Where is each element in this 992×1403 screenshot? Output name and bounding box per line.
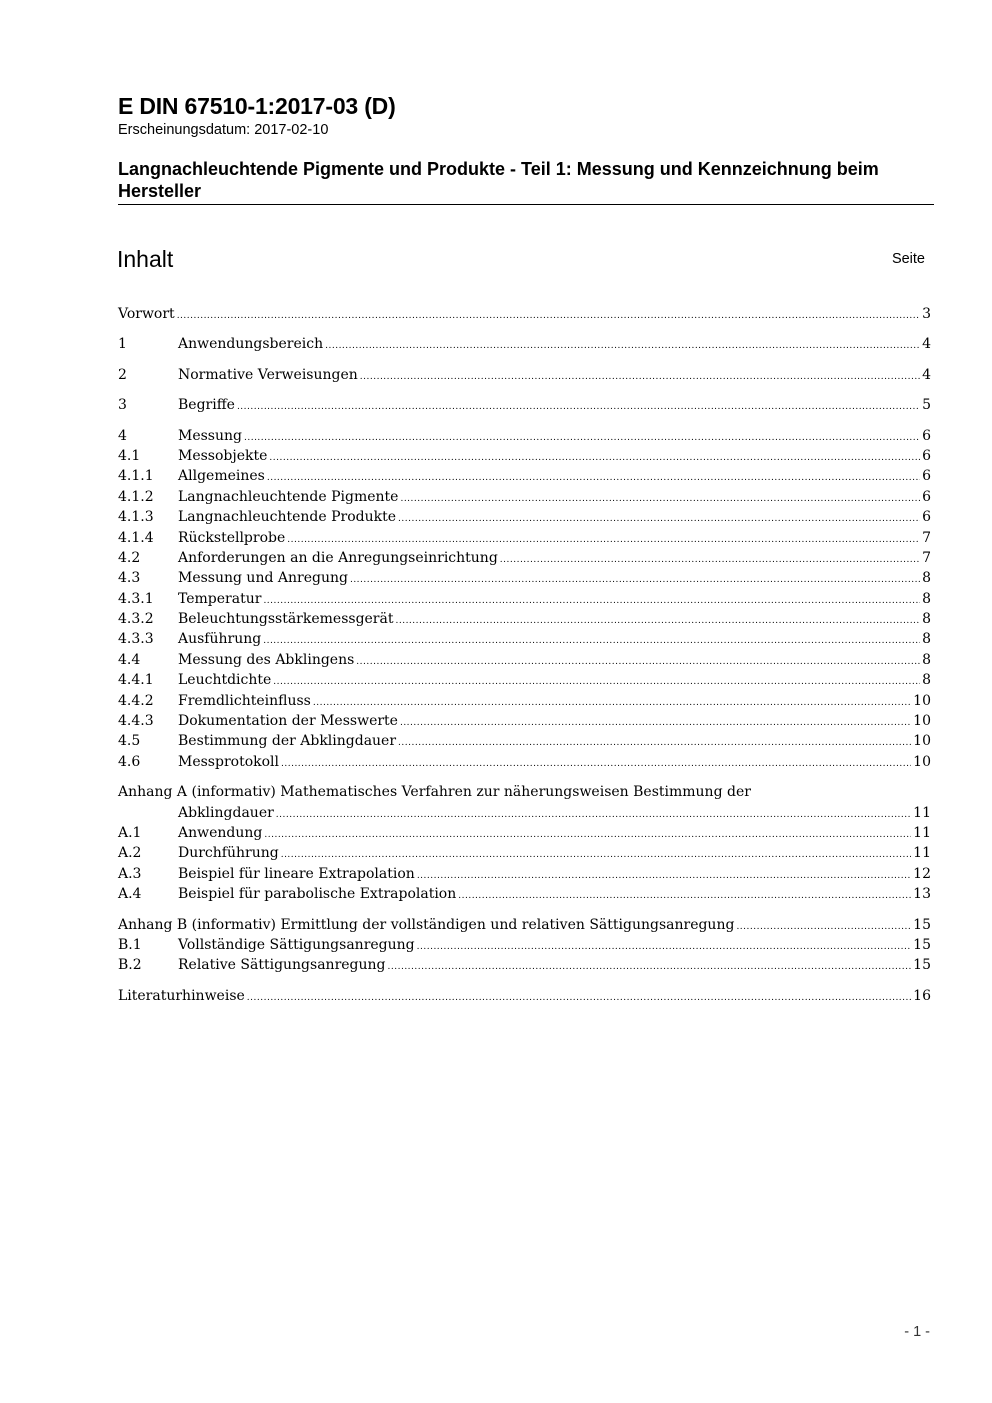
toc-entry[interactable] — [118, 304, 931, 324]
toc-entry-page: 6 — [922, 488, 931, 505]
toc-entry[interactable] — [118, 426, 931, 446]
toc-leader — [267, 466, 920, 488]
toc-entry-page: 8 — [922, 651, 931, 668]
page-number: - 1 - — [904, 1324, 930, 1340]
toc-entry-text: Relative Sättigungsanregung — [178, 957, 386, 974]
toc-entry[interactable] — [118, 334, 931, 354]
toc-entry-text: Literaturhinweise — [118, 987, 245, 1004]
toc-entry[interactable] — [118, 864, 931, 884]
toc-entry-number: 3 — [118, 397, 127, 414]
toc-entry[interactable] — [118, 589, 931, 609]
toc-leader — [281, 752, 911, 774]
toc-entry[interactable] — [118, 446, 931, 466]
toc-entry[interactable] — [118, 986, 931, 1006]
toc-entry-page: 7 — [922, 529, 931, 546]
toc-entry[interactable] — [118, 752, 931, 772]
toc-entry-text: Messung — [178, 427, 242, 444]
toc-entry-page: 10 — [913, 753, 931, 770]
toc-entry[interactable] — [118, 609, 931, 629]
toc-entry-page: 10 — [913, 692, 931, 709]
toc-entry-page: 12 — [913, 865, 931, 882]
toc-entry-text: Vollständige Sättigungsanregung — [178, 936, 415, 953]
toc-entry-text: Dokumentation der Messwerte — [178, 713, 398, 730]
toc-leader — [263, 589, 920, 611]
toc-entry-number: 4.3.2 — [118, 611, 154, 628]
toc-entry-number: 4.6 — [118, 753, 141, 770]
toc-entry-page: 6 — [922, 447, 931, 464]
toc-leader — [276, 803, 911, 825]
toc-entry[interactable] — [118, 935, 931, 955]
toc-leader — [325, 334, 920, 356]
toc-entry[interactable] — [118, 395, 931, 415]
toc-entry-text: Messung des Abklingens — [178, 651, 355, 668]
toc-entry-text: Beispiel für lineare Extrapolation — [178, 865, 415, 882]
toc-entry-page: 15 — [913, 936, 931, 953]
toc-entry-number: 4.2 — [118, 549, 141, 566]
toc-leader — [400, 711, 911, 733]
toc-leader — [247, 986, 911, 1008]
toc-entry[interactable] — [118, 711, 931, 731]
toc-entry-page: 15 — [913, 957, 931, 974]
toc-entry-page: 8 — [922, 611, 931, 628]
document-id: E DIN 67510-1:2017-03 (D) — [118, 93, 396, 119]
toc-entry-text: Ausführung — [178, 631, 262, 648]
toc-entry-text: Anhang A (informativ) Mathematisches Verfahren zur näherungsweisen Bestimmung der — [118, 784, 751, 801]
toc-entry-number: 4.4.2 — [118, 692, 154, 709]
toc-entry-text: Vorwort — [118, 306, 175, 322]
toc-entry-page: 8 — [922, 570, 931, 587]
toc-entry-annex-a[interactable] — [118, 782, 931, 802]
toc-leader — [269, 446, 920, 468]
toc-leader — [350, 568, 920, 590]
toc-entry-page: 7 — [922, 549, 931, 566]
toc-entry-page: 5 — [922, 397, 931, 414]
toc-entry-text: Temperatur — [178, 590, 262, 607]
toc-entry[interactable] — [118, 528, 931, 548]
toc-entry-text: Normative Verweisungen — [178, 366, 358, 383]
toc-entry-number: 4 — [118, 427, 127, 444]
toc-entry[interactable] — [118, 731, 931, 751]
publication-date: Erscheinungsdatum: 2017-02-10 — [118, 122, 329, 138]
toc-entry-text: Anwendungsbereich — [178, 336, 324, 353]
toc-leader — [177, 304, 920, 326]
toc-entry-text: Langnachleuchtende Produkte — [178, 509, 397, 526]
toc-entry[interactable] — [118, 548, 931, 568]
toc-entry-page: 3 — [922, 306, 931, 322]
toc-leader — [237, 395, 920, 417]
toc-entry-number: 4.5 — [118, 733, 141, 750]
toc-leader — [417, 864, 911, 886]
toc-entry-text: Messobjekte — [178, 447, 268, 464]
toc-entry-page: 8 — [922, 590, 931, 607]
toc-entry[interactable] — [118, 670, 931, 690]
toc-entry-text: Begriffe — [178, 397, 235, 414]
toc-leader — [356, 650, 920, 672]
toc-entry-text: Messung und Anregung — [178, 570, 348, 587]
toc-entry[interactable] — [118, 568, 931, 588]
toc-leader — [313, 691, 911, 713]
toc-entry-number: A.1 — [118, 824, 142, 841]
toc-leader — [244, 426, 920, 448]
toc-entry-number: B.2 — [118, 957, 142, 974]
toc-page-label: Seite — [891, 251, 925, 267]
toc-entry-text: Durchführung — [178, 845, 279, 862]
toc-leader — [398, 507, 920, 529]
toc-entry-page: 10 — [913, 733, 931, 750]
toc-entry-page: 13 — [913, 886, 931, 903]
document-title: Langnachleuchtende Pigmente und Produkte - Teil 1: Messung und Kennzeichnung beim Hersteller — [118, 158, 934, 205]
toc-entry-page: 11 — [913, 804, 931, 821]
toc-leader — [388, 955, 912, 977]
toc-entry-number: 2 — [118, 366, 127, 383]
toc-entry-number: 4.3 — [118, 570, 141, 587]
toc-leader — [287, 528, 920, 550]
toc-entry-text: Anforderungen an die Anregungseinrichtung — [178, 549, 498, 566]
toc-leader — [500, 548, 920, 570]
toc-entry-page: 6 — [922, 427, 931, 444]
toc-entry-text: Beleuchtungsstärkemessgerät — [178, 611, 394, 628]
toc-entry-page: 11 — [913, 824, 931, 841]
toc-entry-text: Fremdlichteinfluss — [178, 692, 311, 709]
toc-entry-page: 16 — [913, 987, 931, 1004]
toc-entry[interactable] — [118, 487, 931, 507]
toc-entry-number: 4.1.4 — [118, 529, 154, 546]
table-of-contents — [118, 304, 931, 1006]
toc-entry-number: A.4 — [118, 886, 142, 903]
toc-entry[interactable] — [118, 507, 931, 527]
document-header — [118, 92, 934, 205]
toc-entry-text: Messprotokoll — [178, 753, 279, 770]
toc-heading: Inhalt — [117, 246, 174, 272]
toc-leader — [273, 670, 920, 692]
toc-entry[interactable] — [118, 955, 931, 975]
toc-header — [117, 244, 925, 274]
toc-leader — [398, 731, 911, 753]
toc-entry-number: A.2 — [118, 845, 142, 862]
toc-entry-text: Leuchtdichte — [178, 672, 272, 689]
toc-entry[interactable] — [118, 365, 931, 385]
toc-entry-text: Anhang B (informativ) Ermittlung der vollständigen und relativen Sättigungsanregung — [118, 916, 735, 933]
toc-entry[interactable] — [118, 803, 931, 823]
toc-entry-number: 4.1.2 — [118, 488, 154, 505]
toc-entry-number: 4.1.1 — [118, 468, 154, 485]
toc-entry[interactable] — [118, 629, 931, 649]
toc-entry-number: 4.1 — [118, 447, 141, 464]
toc-entry-number: 4.3.1 — [118, 590, 154, 607]
toc-leader — [360, 365, 920, 387]
toc-entry-number: A.3 — [118, 865, 142, 882]
toc-leader — [400, 487, 920, 509]
toc-entry[interactable] — [118, 650, 931, 670]
toc-entry-number: B.1 — [118, 936, 142, 953]
toc-entry[interactable] — [118, 843, 931, 863]
toc-entry-page: 11 — [913, 845, 931, 862]
toc-entry-text: Anwendung — [178, 824, 263, 841]
toc-leader — [281, 843, 911, 865]
toc-entry-number: 4.4.3 — [118, 713, 154, 730]
toc-entry-page: 8 — [922, 672, 931, 689]
toc-entry-text: Rückstellprobe — [178, 529, 286, 546]
toc-entry-number: 4.4 — [118, 651, 141, 668]
toc-leader — [263, 629, 920, 651]
toc-leader — [458, 884, 911, 906]
toc-entry-page: 4 — [922, 336, 931, 353]
toc-leader — [264, 823, 911, 845]
toc-entry-text: Abklingdauer — [178, 804, 274, 821]
toc-entry-page: 8 — [922, 631, 931, 648]
toc-entry-text: Bestimmung der Abklingdauer — [178, 733, 397, 750]
toc-entry-number: 1 — [118, 336, 127, 353]
toc-entry-text: Langnachleuchtende Pigmente — [178, 488, 399, 505]
toc-entry-annex-b[interactable] — [118, 915, 931, 935]
toc-entry[interactable] — [118, 884, 931, 904]
toc-entry-page: 6 — [922, 468, 931, 485]
toc-entry-page: 15 — [913, 916, 931, 933]
toc-entry[interactable] — [118, 823, 931, 843]
toc-entry-page: 4 — [922, 366, 931, 383]
toc-entry-number: 4.1.3 — [118, 509, 154, 526]
toc-leader — [395, 609, 920, 631]
toc-entry-page: 10 — [913, 713, 931, 730]
toc-entry-number: 4.3.3 — [118, 631, 154, 648]
toc-leader — [417, 935, 912, 957]
toc-entry-page: 6 — [922, 509, 931, 526]
toc-entry-text: Allgemeines — [178, 468, 265, 485]
toc-entry-text: Beispiel für parabolische Extrapolation — [178, 886, 457, 903]
toc-entry[interactable] — [118, 691, 931, 711]
toc-leader — [736, 915, 911, 937]
toc-entry-number: 4.4.1 — [118, 672, 154, 689]
toc-entry[interactable] — [118, 466, 931, 486]
